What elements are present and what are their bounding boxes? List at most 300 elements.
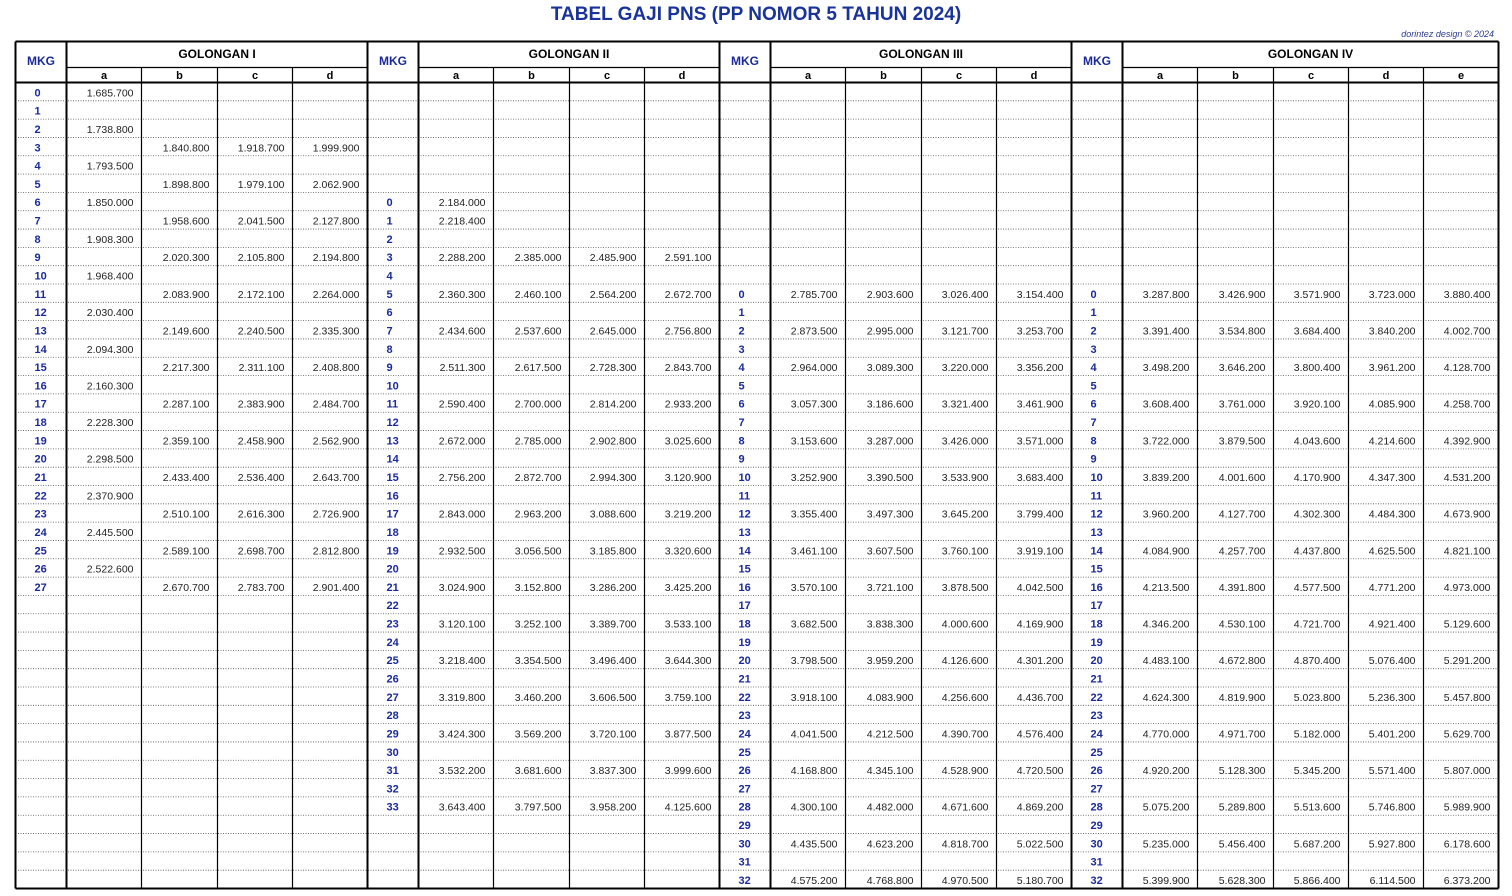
mkg-value: 29 — [738, 820, 751, 833]
mkg-value: 27 — [386, 691, 399, 704]
mkg-value: 33 — [386, 801, 399, 814]
salary-cell: 2.149.600 — [162, 325, 210, 338]
salary-cell: 2.995.000 — [866, 325, 914, 338]
salary-cell: 4.970.500 — [941, 875, 989, 887]
salary-cell: 2.184.000 — [438, 197, 486, 210]
salary-cell: 4.301.200 — [1016, 655, 1064, 668]
mkg-value: 7 — [738, 417, 745, 430]
salary-cell: 4.128.700 — [1443, 362, 1491, 375]
salary-cell: 4.212.500 — [866, 728, 914, 741]
salary-cell: 5.076.400 — [1368, 655, 1416, 668]
salary-cell: 4.625.500 — [1368, 545, 1416, 558]
mkg-value: 32 — [738, 875, 751, 887]
salary-cell: 3.319.800 — [438, 691, 486, 704]
salary-cell: 3.837.300 — [589, 765, 637, 778]
salary-cell: 5.687.200 — [1293, 838, 1341, 851]
salary-cell: 5.236.300 — [1368, 691, 1416, 704]
salary-cell: 3.461.100 — [790, 545, 838, 558]
salary-cell: 2.484.700 — [312, 398, 360, 411]
mkg-value: 9 — [34, 252, 41, 265]
salary-cell: 3.426.000 — [941, 435, 989, 448]
salary-cell: 3.879.500 — [1218, 435, 1266, 448]
salary-cell: 2.264.000 — [312, 288, 360, 301]
mkg-value: 13 — [738, 526, 751, 539]
salary-cell: 2.020.300 — [162, 252, 210, 265]
salary-cell: 1.908.300 — [86, 233, 134, 246]
salary-cell: 3.533.100 — [664, 618, 712, 631]
salary-cell: 4.721.700 — [1293, 618, 1341, 631]
salary-cell: 5.023.800 — [1293, 691, 1341, 704]
mkg-value: 21 — [738, 673, 751, 686]
salary-cell: 3.800.400 — [1293, 362, 1341, 375]
salary-cell: 4.170.900 — [1293, 472, 1341, 484]
salary-cell: 4.720.500 — [1016, 765, 1064, 778]
salary-cell: 2.298.500 — [86, 453, 134, 466]
salary-cell: 2.903.600 — [866, 288, 914, 301]
mkg-value: 0 — [386, 197, 393, 210]
salary-cell: 3.424.300 — [438, 728, 486, 741]
salary-cell: 2.902.800 — [589, 435, 637, 448]
salary-cell: 3.877.500 — [664, 728, 712, 741]
salary-cell: 1.793.500 — [86, 160, 134, 173]
mkg-value: 28 — [386, 710, 399, 723]
salary-cell: 3.958.200 — [589, 801, 637, 814]
mkg-value: 15 — [386, 472, 399, 484]
salary-cell: 4.083.900 — [866, 691, 914, 704]
salary-cell: 3.057.300 — [790, 398, 838, 411]
mkg-value: 2 — [738, 325, 745, 338]
salary-cell: 2.933.200 — [664, 398, 712, 411]
salary-cell: 2.812.800 — [312, 545, 360, 558]
salary-cell: 2.105.800 — [237, 252, 285, 265]
salary-cell: 3.186.600 — [866, 398, 914, 411]
subgroup-header: c — [955, 70, 963, 82]
salary-cell: 3.961.200 — [1368, 362, 1416, 375]
salary-cell: 5.022.500 — [1016, 838, 1064, 851]
salary-cell: 4.623.200 — [866, 838, 914, 851]
salary-cell: 3.496.400 — [589, 655, 637, 668]
subgroup-header: a — [100, 70, 108, 82]
salary-cell: 4.530.100 — [1218, 618, 1266, 631]
mkg-value: 8 — [1090, 435, 1097, 448]
salary-cell: 2.511.300 — [439, 362, 486, 375]
salary-cell: 3.391.400 — [1142, 325, 1190, 338]
salary-cell: 5.866.400 — [1293, 875, 1341, 887]
salary-cell: 3.024.900 — [438, 581, 486, 594]
salary-cell: 2.408.800 — [312, 362, 360, 375]
salary-cell: 3.252.900 — [790, 472, 838, 484]
salary-cell: 5.628.300 — [1218, 875, 1266, 887]
salary-cell: 2.383.900 — [237, 398, 285, 411]
group-header: GOLONGAN II — [528, 47, 610, 61]
mkg-value: 29 — [1090, 820, 1103, 833]
mkg-value: 1 — [34, 105, 41, 118]
salary-cell: 5.807.000 — [1443, 765, 1491, 778]
salary-cell: 2.617.500 — [514, 362, 562, 375]
salary-cell: 3.460.200 — [514, 691, 562, 704]
salary-cell: 4.624.300 — [1142, 691, 1190, 704]
mkg-value: 18 — [34, 417, 47, 430]
mkg-value: 8 — [738, 435, 745, 448]
salary-cell: 4.258.700 — [1443, 398, 1491, 411]
salary-cell: 3.153.600 — [790, 435, 838, 448]
salary-cell: 2.994.300 — [589, 472, 637, 484]
salary-cell: 5.180.700 — [1016, 875, 1064, 887]
mkg-value: 12 — [34, 307, 47, 320]
salary-cell: 5.345.200 — [1293, 765, 1341, 778]
salary-cell: 5.182.000 — [1293, 728, 1341, 741]
salary-cell: 6.373.200 — [1443, 875, 1491, 887]
salary-cell: 4.346.200 — [1142, 618, 1190, 631]
salary-cell: 3.185.800 — [589, 545, 637, 558]
salary-cell: 2.311.100 — [238, 362, 285, 375]
mkg-value: 0 — [738, 288, 745, 301]
salary-cell: 3.878.500 — [941, 581, 989, 594]
salary-cell: 2.360.300 — [438, 288, 486, 301]
mkg-value: 26 — [34, 563, 47, 576]
salary-cell: 2.843.700 — [664, 362, 712, 375]
mkg-value: 23 — [1090, 710, 1103, 723]
salary-cell: 6.114.500 — [1369, 875, 1416, 887]
group-header: GOLONGAN IV — [1267, 47, 1354, 61]
mkg-value: 31 — [386, 765, 399, 778]
mkg-value: 17 — [386, 508, 399, 521]
salary-cell: 1.738.800 — [86, 123, 134, 136]
salary-cell: 3.607.500 — [866, 545, 914, 558]
salary-cell: 4.921.400 — [1368, 618, 1416, 631]
mkg-value: 17 — [34, 398, 47, 411]
mkg-value: 19 — [34, 435, 47, 448]
salary-cell: 3.253.700 — [1016, 325, 1064, 338]
salary-cell: 3.798.500 — [790, 655, 838, 668]
salary-cell: 2.460.100 — [514, 288, 562, 301]
mkg-value: 0 — [34, 87, 41, 100]
mkg-value: 15 — [1090, 563, 1103, 576]
salary-cell: 4.672.800 — [1218, 655, 1266, 668]
salary-cell: 3.088.600 — [589, 508, 637, 521]
mkg-value: 2 — [1090, 325, 1097, 338]
salary-cell: 2.964.000 — [790, 362, 838, 375]
salary-cell: 3.684.400 — [1293, 325, 1341, 338]
salary-cell: 5.289.800 — [1218, 801, 1266, 814]
salary-cell: 3.571.000 — [1016, 435, 1064, 448]
mkg-value: 11 — [34, 288, 47, 301]
salary-cell: 2.228.300 — [86, 417, 134, 430]
salary-cell: 1.918.700 — [237, 142, 285, 155]
salary-cell: 3.571.900 — [1293, 288, 1341, 301]
mkg-value: 13 — [34, 325, 47, 338]
mkg-value: 22 — [386, 600, 399, 613]
mkg-value: 12 — [738, 508, 751, 521]
salary-cell: 4.771.200 — [1368, 581, 1416, 594]
subgroup-header: c — [603, 70, 611, 82]
salary-cell: 4.673.900 — [1443, 508, 1491, 521]
mkg-value: 4 — [738, 362, 745, 375]
salary-cell: 3.089.300 — [866, 362, 914, 375]
salary-cell: 3.569.200 — [514, 728, 562, 741]
salary-cell: 3.320.600 — [664, 545, 712, 558]
mkg-value: 5 — [738, 380, 745, 393]
salary-cell: 4.345.100 — [866, 765, 914, 778]
salary-cell: 5.927.800 — [1368, 838, 1416, 851]
mkg-value: 16 — [386, 490, 399, 503]
salary-cell: 2.172.100 — [237, 288, 285, 301]
salary-cell: 5.746.800 — [1368, 801, 1416, 814]
salary-cell: 5.399.900 — [1142, 875, 1190, 887]
mkg-value: 19 — [738, 636, 751, 649]
mkg-value: 25 — [34, 545, 47, 558]
salary-cell: 4.000.600 — [941, 618, 989, 631]
mkg-value: 5 — [1090, 380, 1097, 393]
salary-cell: 2.589.100 — [162, 545, 210, 558]
salary-cell: 3.389.700 — [589, 618, 637, 631]
salary-cell: 3.920.100 — [1293, 398, 1341, 411]
salary-cell: 4.869.200 — [1016, 801, 1064, 814]
group-header: GOLONGAN III — [879, 47, 963, 61]
salary-cell: 3.683.400 — [1016, 472, 1064, 484]
salary-cell: 4.002.700 — [1443, 325, 1491, 338]
salary-cell: 3.461.900 — [1016, 398, 1064, 411]
subgroup-header: a — [1156, 70, 1164, 82]
salary-cell: 2.445.500 — [86, 526, 134, 539]
mkg-header: MKG — [1083, 54, 1111, 68]
mkg-value: 1 — [1090, 307, 1097, 320]
salary-cell: 4.300.100 — [790, 801, 838, 814]
salary-cell: 2.901.400 — [312, 581, 360, 594]
salary-cell: 2.510.100 — [162, 508, 210, 521]
mkg-value: 20 — [34, 453, 47, 466]
salary-cell: 4.042.500 — [1016, 581, 1064, 594]
salary-cell: 2.433.400 — [162, 472, 210, 484]
salary-cell: 1.958.600 — [162, 215, 210, 228]
salary-cell: 2.160.300 — [86, 380, 134, 393]
salary-cell: 3.287.000 — [866, 435, 914, 448]
mkg-value: 19 — [1090, 636, 1103, 649]
salary-cell: 4.168.800 — [790, 765, 838, 778]
salary-cell: 3.918.100 — [790, 691, 838, 704]
page-title: TABEL GAJI PNS (PP NOMOR 5 TAHUN 2024) — [550, 4, 962, 25]
salary-cell: 3.797.500 — [514, 801, 562, 814]
salary-cell: 5.457.800 — [1443, 691, 1491, 704]
mkg-value: 11 — [1090, 490, 1103, 503]
salary-cell: 2.194.800 — [312, 252, 360, 265]
salary-cell: 2.359.100 — [162, 435, 210, 448]
salary-cell: 4.482.000 — [866, 801, 914, 814]
mkg-value: 32 — [1090, 875, 1103, 887]
mkg-value: 15 — [738, 563, 751, 576]
salary-cell: 4.001.600 — [1218, 472, 1266, 484]
salary-cell: 5.989.900 — [1443, 801, 1491, 814]
salary-cell: 5.128.300 — [1218, 765, 1266, 778]
subgroup-header: b — [176, 70, 183, 82]
salary-cell: 4.531.200 — [1443, 472, 1491, 484]
salary-cell: 3.120.100 — [438, 618, 486, 631]
salary-cell: 3.533.900 — [941, 472, 989, 484]
design-credit: dorintez design © 2024 — [1401, 29, 1494, 39]
salary-cell: 4.576.400 — [1016, 728, 1064, 741]
subgroup-header: b — [528, 70, 535, 82]
mkg-value: 11 — [738, 490, 751, 503]
salary-cell: 1.685.700 — [86, 87, 134, 100]
mkg-value: 4 — [386, 270, 393, 283]
salary-cell: 4.256.600 — [941, 691, 989, 704]
salary-cell: 3.681.600 — [514, 765, 562, 778]
salary-cell: 2.240.500 — [237, 325, 285, 338]
salary-cell: 3.608.400 — [1142, 398, 1190, 411]
mkg-value: 14 — [34, 343, 47, 356]
salary-cell: 3.999.600 — [664, 765, 712, 778]
mkg-value: 8 — [386, 343, 393, 356]
mkg-value: 11 — [386, 398, 399, 411]
mkg-value: 8 — [34, 233, 41, 246]
salary-cell: 2.434.600 — [438, 325, 486, 338]
salary-cell: 5.235.000 — [1142, 838, 1190, 851]
salary-cell: 5.291.200 — [1443, 655, 1491, 668]
salary-cell: 5.401.200 — [1368, 728, 1416, 741]
mkg-value: 23 — [738, 710, 751, 723]
mkg-value: 2 — [34, 123, 41, 136]
mkg-value: 3 — [1090, 343, 1097, 356]
salary-cell: 3.220.000 — [941, 362, 989, 375]
salary-cell: 3.219.200 — [664, 508, 712, 521]
mkg-value: 2 — [386, 233, 393, 246]
salary-cell: 2.564.200 — [589, 288, 637, 301]
salary-cell: 2.591.100 — [664, 252, 712, 265]
mkg-header: MKG — [27, 54, 55, 68]
salary-cell: 3.152.800 — [514, 581, 562, 594]
salary-cell: 4.085.900 — [1368, 398, 1416, 411]
mkg-value: 17 — [1090, 600, 1103, 613]
mkg-value: 28 — [738, 801, 751, 814]
mkg-value: 5 — [34, 178, 41, 191]
mkg-value: 28 — [1090, 801, 1103, 814]
salary-cell: 3.121.700 — [941, 325, 989, 338]
mkg-value: 24 — [1090, 728, 1103, 741]
salary-cell: 4.437.800 — [1293, 545, 1341, 558]
salary-cell: 4.671.600 — [941, 801, 989, 814]
salary-cell: 5.075.200 — [1142, 801, 1190, 814]
salary-cell: 2.590.400 — [438, 398, 486, 411]
salary-cell: 3.356.200 — [1016, 362, 1064, 375]
subgroup-header: c — [1307, 70, 1315, 82]
mkg-value: 26 — [738, 765, 751, 778]
salary-cell: 2.288.200 — [438, 252, 486, 265]
subgroup-header: d — [678, 70, 686, 82]
mkg-value: 20 — [738, 655, 751, 668]
mkg-value: 13 — [386, 435, 399, 448]
salary-cell: 3.643.400 — [438, 801, 486, 814]
salary-cell: 3.287.800 — [1142, 288, 1190, 301]
mkg-value: 14 — [1090, 545, 1103, 558]
salary-cell: 4.257.700 — [1218, 545, 1266, 558]
salary-cell: 3.218.400 — [438, 655, 486, 668]
salary-cell: 2.645.000 — [589, 325, 637, 338]
salary-cell: 4.768.800 — [866, 875, 914, 887]
mkg-value: 4 — [34, 160, 41, 173]
salary-cell: 3.720.100 — [589, 728, 637, 741]
salary-cell: 4.973.000 — [1443, 581, 1491, 594]
salary-cell: 4.043.600 — [1293, 435, 1341, 448]
salary-cell: 3.682.500 — [790, 618, 838, 631]
salary-cell: 3.723.000 — [1368, 288, 1416, 301]
mkg-value: 21 — [34, 472, 47, 484]
salary-cell: 4.870.400 — [1293, 655, 1341, 668]
salary-cell: 2.218.400 — [438, 215, 486, 228]
salary-cell: 2.785.700 — [790, 288, 838, 301]
salary-cell: 3.919.100 — [1016, 545, 1064, 558]
mkg-value: 26 — [386, 673, 399, 686]
salary-cell: 2.458.900 — [237, 435, 285, 448]
mkg-value: 5 — [386, 288, 393, 301]
salary-cell: 6.178.600 — [1443, 838, 1491, 851]
salary-cell: 1.999.900 — [312, 142, 360, 155]
salary-cell: 3.840.200 — [1368, 325, 1416, 338]
salary-cell: 2.756.200 — [438, 472, 486, 484]
mkg-value: 7 — [386, 325, 393, 338]
mkg-value: 7 — [1090, 417, 1097, 430]
salary-cell: 2.062.900 — [312, 178, 360, 191]
salary-cell: 2.616.300 — [237, 508, 285, 521]
salary-cell: 2.537.600 — [514, 325, 562, 338]
salary-cell: 4.528.900 — [941, 765, 989, 778]
subgroup-header: b — [880, 70, 887, 82]
mkg-value: 24 — [738, 728, 751, 741]
salary-cell: 5.456.400 — [1218, 838, 1266, 851]
salary-cell: 5.629.700 — [1443, 728, 1491, 741]
mkg-value: 29 — [386, 728, 399, 741]
salary-cell: 2.872.700 — [514, 472, 562, 484]
salary-cell: 1.968.400 — [86, 270, 134, 283]
salary-cell: 1.840.800 — [162, 142, 210, 155]
mkg-value: 16 — [738, 581, 751, 594]
mkg-value: 14 — [386, 453, 399, 466]
salary-cell: 3.532.200 — [438, 765, 486, 778]
salary-cell: 4.392.900 — [1443, 435, 1491, 448]
salary-cell: 3.760.100 — [941, 545, 989, 558]
subgroup-header: a — [804, 70, 812, 82]
mkg-value: 6 — [34, 197, 41, 210]
salary-cell: 2.728.300 — [589, 362, 637, 375]
mkg-value: 32 — [386, 783, 399, 796]
salary-cell: 3.056.500 — [514, 545, 562, 558]
salary-cell: 2.536.400 — [237, 472, 285, 484]
salary-cell: 2.670.700 — [162, 581, 210, 594]
mkg-value: 9 — [1090, 453, 1097, 466]
mkg-value: 3 — [386, 252, 393, 265]
mkg-value: 22 — [738, 691, 751, 704]
mkg-value: 19 — [386, 545, 399, 558]
mkg-value: 9 — [386, 362, 393, 375]
subgroup-header: d — [1030, 70, 1038, 82]
salary-cell: 4.920.200 — [1142, 765, 1190, 778]
salary-cell: 5.571.400 — [1368, 765, 1416, 778]
mkg-value: 1 — [738, 307, 745, 320]
mkg-value: 20 — [1090, 655, 1103, 668]
salary-cell: 4.169.900 — [1016, 618, 1064, 631]
salary-cell: 2.672.000 — [438, 435, 486, 448]
mkg-value: 4 — [1090, 362, 1097, 375]
salary-cell: 4.302.300 — [1293, 508, 1341, 521]
salary-cell: 2.385.000 — [514, 252, 562, 265]
salary-cell: 4.971.700 — [1218, 728, 1266, 741]
mkg-value: 23 — [386, 618, 399, 631]
salary-cell: 3.321.400 — [941, 398, 989, 411]
salary-cell: 3.025.600 — [664, 435, 712, 448]
salary-cell: 1.979.100 — [237, 178, 285, 191]
salary-cell: 4.391.800 — [1218, 581, 1266, 594]
salary-cell: 4.127.700 — [1218, 508, 1266, 521]
mkg-value: 7 — [34, 215, 41, 228]
